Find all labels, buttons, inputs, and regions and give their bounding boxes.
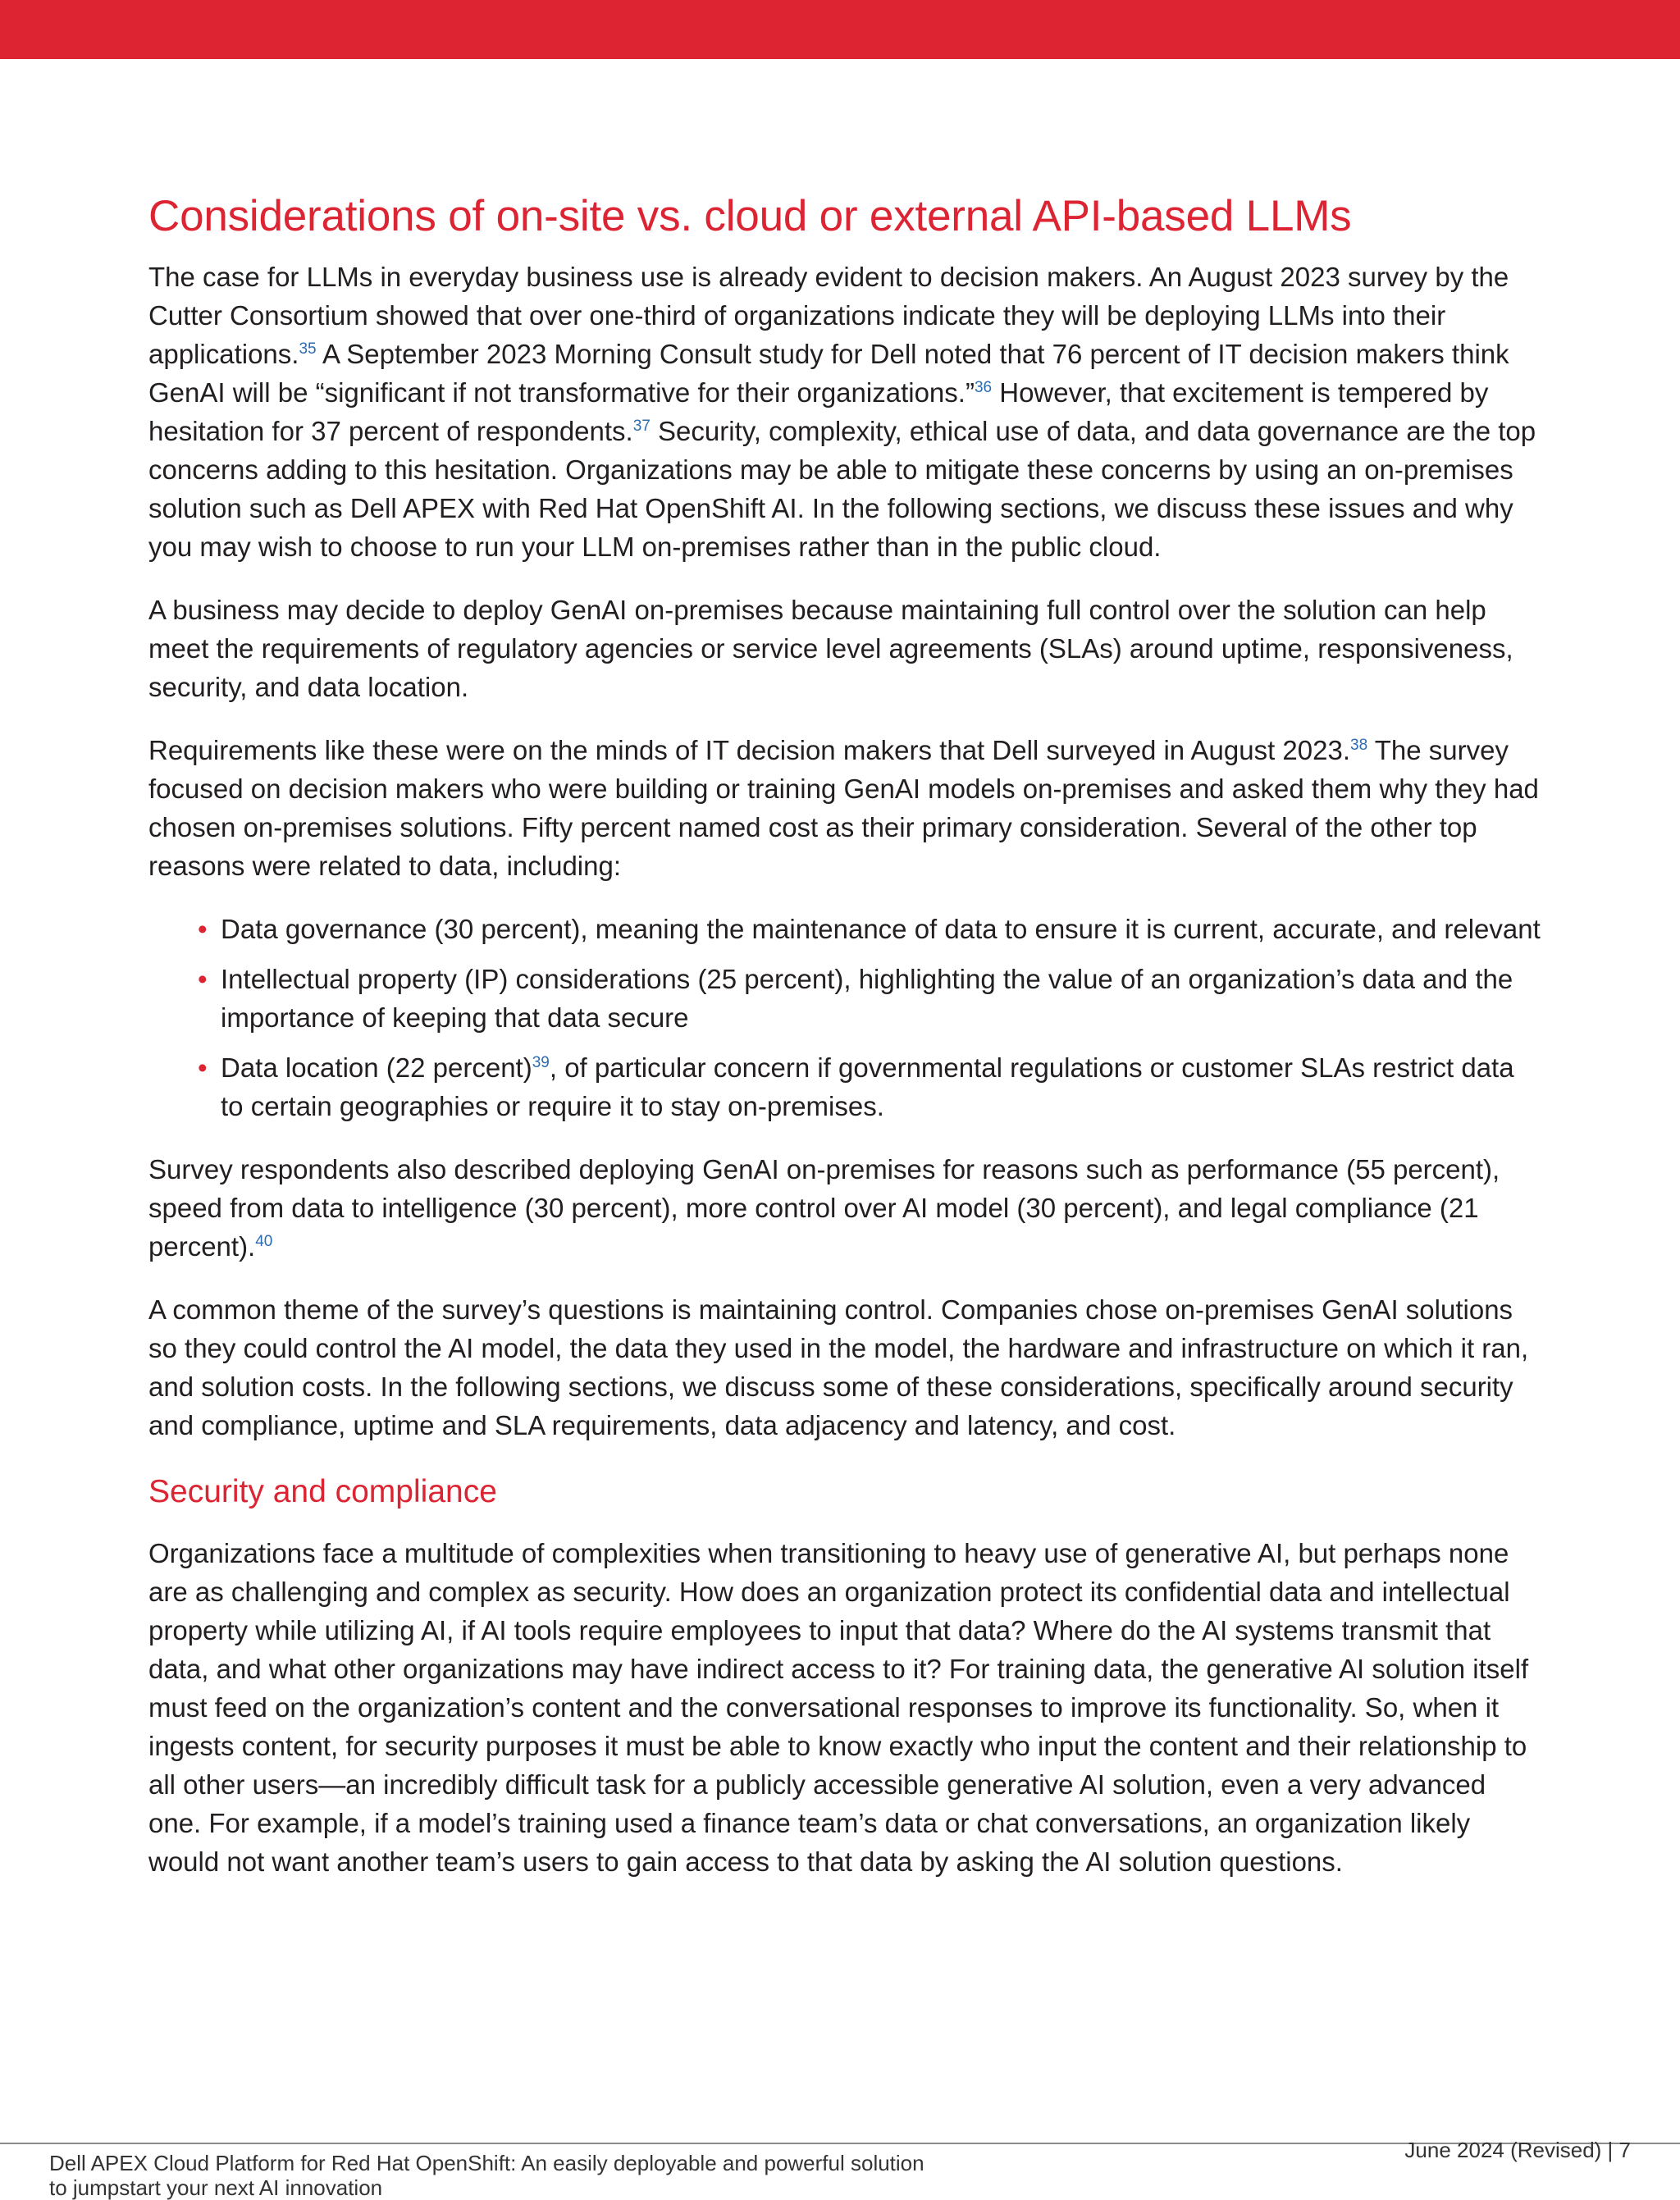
list-item-text: , of particular concern if governmental regulations or customer SLAs restrict data to certain geographies or require it to stay on-premises. [221,1052,1514,1121]
top-accent-bar [0,0,1680,59]
theme-paragraph: A common theme of the survey’s questions is maintaining control. Companies chose on-premises GenAI solutions so they could control the AI model, the data they used in the model, the hardware and infrastructure on which it ran, and solution costs. In the following sections, we discuss some of these considerations, specifically around security and compliance, uptime and SLA requirements, data adjacency and latency, and cost. [148,1294,1529,1440]
footnote-ref[interactable]: 40 [255,1233,273,1250]
footer-date-page: June 2024 (Revised) | 7 [1404,2138,1631,2162]
page-content [148,185,1543,1906]
page-title: Considerations of on-site vs. cloud or external API-based LLMs [148,192,1352,240]
list-item-text: Intellectual property (IP) considerations (25 percent), highlighting the value of an organization’s data and the importance of keeping that data secure [221,964,1513,1033]
survey-paragraph [148,731,1543,885]
section-heading: Security and compliance [148,1474,497,1509]
list-item [198,1048,1543,1125]
footnote-ref[interactable]: 39 [532,1054,550,1071]
text-run: The case for LLMs in everyday business use is already evident to decision makers. An August 2023 survey by the Cutter Consortium showed that over one-third of organizations indicate they will be deploying LLMs into their applications. [148,262,1509,369]
control-paragraph: A business may decide to deploy GenAI on-premises because maintaining full control over the solution can help meet the requirements of regulatory agencies or service level agreements (SLAs) around uptime, responsiveness, security, and data location. [148,595,1513,702]
footer-title-line: Dell APEX Cloud Platform for Red Hat OpenShift: An easily deployable and powerful solution [49,2151,924,2175]
bullet-icon: • [198,1052,208,1083]
text-run: Requirements like these were on the minds of IT decision makers that Dell surveyed in August 2023. [148,735,1350,765]
text-run: The survey focused on decision makers who were building or training GenAI models on-premises and asked them why they had chosen on-premises solutions. Fifty percent named cost as their primary consideration. Several of the other top reasons were related to data, including: [148,735,1539,881]
intro-paragraph [148,258,1543,566]
text-run: A September 2023 Morning Consult study for Dell noted that 76 percent of IT decision makers think GenAI will be “significant if not transformative for their organizations.” [148,339,1509,408]
footnote-ref[interactable]: 38 [1350,737,1368,754]
respondents-paragraph [148,1150,1543,1266]
text-run: Security, complexity, ethical use of data, and data governance are the top concerns adding to this hesitation. Organizations may be able to mitigate these concerns by using an on-premises solution such as Dell APEX with Red Hat OpenShift AI. In the following sections, we discuss these issues and why you may wish to choose to run your LLM on-premises rather than in the public cloud. [148,416,1536,562]
text-run: However, that excitement is tempered by hesitation for 37 percent of respondents. [148,377,1489,446]
footer-document-title [49,2151,1034,2200]
footnote-ref[interactable]: 35 [299,340,317,358]
text-run: Survey respondents also described deploying GenAI on-premises for reasons such as performance (55 percent), speed from data to intelligence (30 percent), more control over AI model (30 percent), and legal compliance (21 percent). [148,1154,1500,1262]
footer-title-line: to jumpstart your next AI innovation [49,2175,383,2200]
footnote-ref[interactable]: 36 [974,379,993,396]
list-item [198,960,1543,1037]
security-paragraph: Organizations face a multitude of complexities when transitioning to heavy use of generative AI, but perhaps none are as challenging and complex as security. How does an organization protect its confidential data and intellectual property while utilizing AI, if AI tools require employees to input that data? Where do the AI systems transmit that data, and what other organizations may have indirect access to it? For training data, the generative AI solution itself must feed on the organization’s content and the conversational responses to improve its functionality. So, when it ingests content, for security purposes it must be able to know exactly who input the content and their relationship to all other users—an incredibly difficult task for a publicly accessible generative AI solution, even a very advanced one. For example, if a model’s training used a finance team’s data or chat conversations, an organization likely would not want another team’s users to gain access to that data by asking the AI solution questions. [148,1538,1529,1877]
list-item [198,910,1543,948]
bullet-icon: • [198,964,208,994]
footnote-ref[interactable]: 37 [632,418,651,435]
bullet-icon: • [198,914,208,944]
list-item-text: Data location (22 percent) [221,1052,532,1083]
reasons-list [148,910,1543,1125]
list-item-text: Data governance (30 percent), meaning the maintenance of data to ensure it is current, accurate, and relevant [221,914,1541,944]
